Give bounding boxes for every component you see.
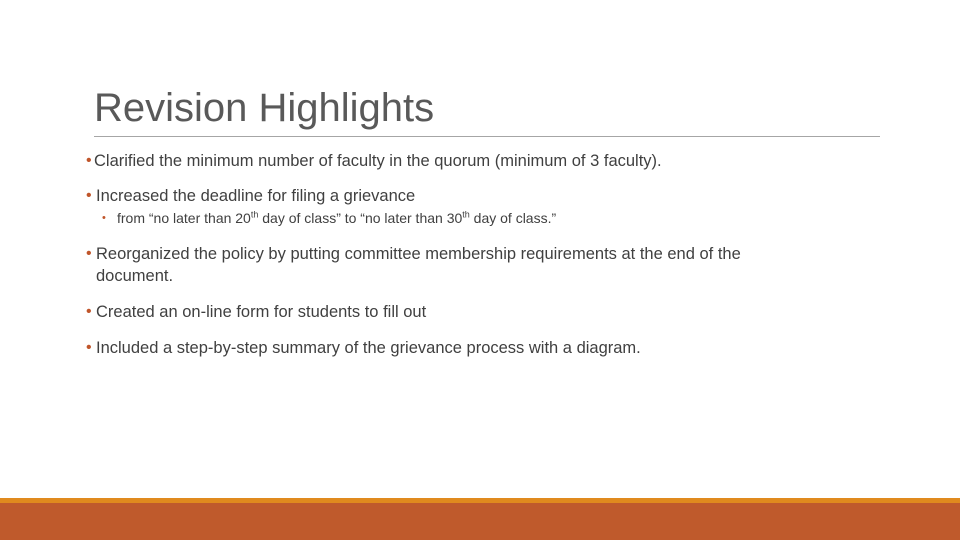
slide-title: Revision Highlights [94,86,435,130]
bullet-marker: • [86,152,92,169]
sub-text-sup2: th [462,209,470,220]
bullet-text-line2: document. [96,267,174,285]
bullet-text: Created an on-line form for students to fill out [96,303,427,321]
sub-text-suffix: day of class.” [469,210,557,226]
sub-text-prefix: from “no later than 20 [117,210,251,226]
bullet-marker: • [86,303,92,320]
bullet-marker: • [86,339,92,356]
bullet-online-form [86,301,876,323]
bullet-text-line1: Reorganized the policy by putting committee membership requirements at the end of the [96,245,741,263]
sub-text-middle: day of class” to “no later than 30 [258,210,463,226]
bullet-summary [86,337,876,359]
bullet-deadline [86,185,876,207]
title-divider [94,136,880,137]
bullet-reorganized [86,243,876,287]
sub-bullet-marker: • [102,212,106,224]
bullet-quorum [86,150,876,172]
bullet-marker: • [86,245,92,262]
footer-band [0,503,960,540]
sub-text-sup1: th [250,209,259,220]
bullet-list [86,150,876,359]
bullet-text: Clarified the minimum number of faculty in the quorum (minimum of 3 faculty). [94,152,662,170]
bullet-text: Increased the deadline for filing a grievance [96,187,416,205]
bullet-text: Included a step-by-step summary of the grievance process with a diagram. [96,339,641,357]
sub-bullet-deadline-detail [86,209,876,227]
bullet-marker: • [86,187,92,204]
